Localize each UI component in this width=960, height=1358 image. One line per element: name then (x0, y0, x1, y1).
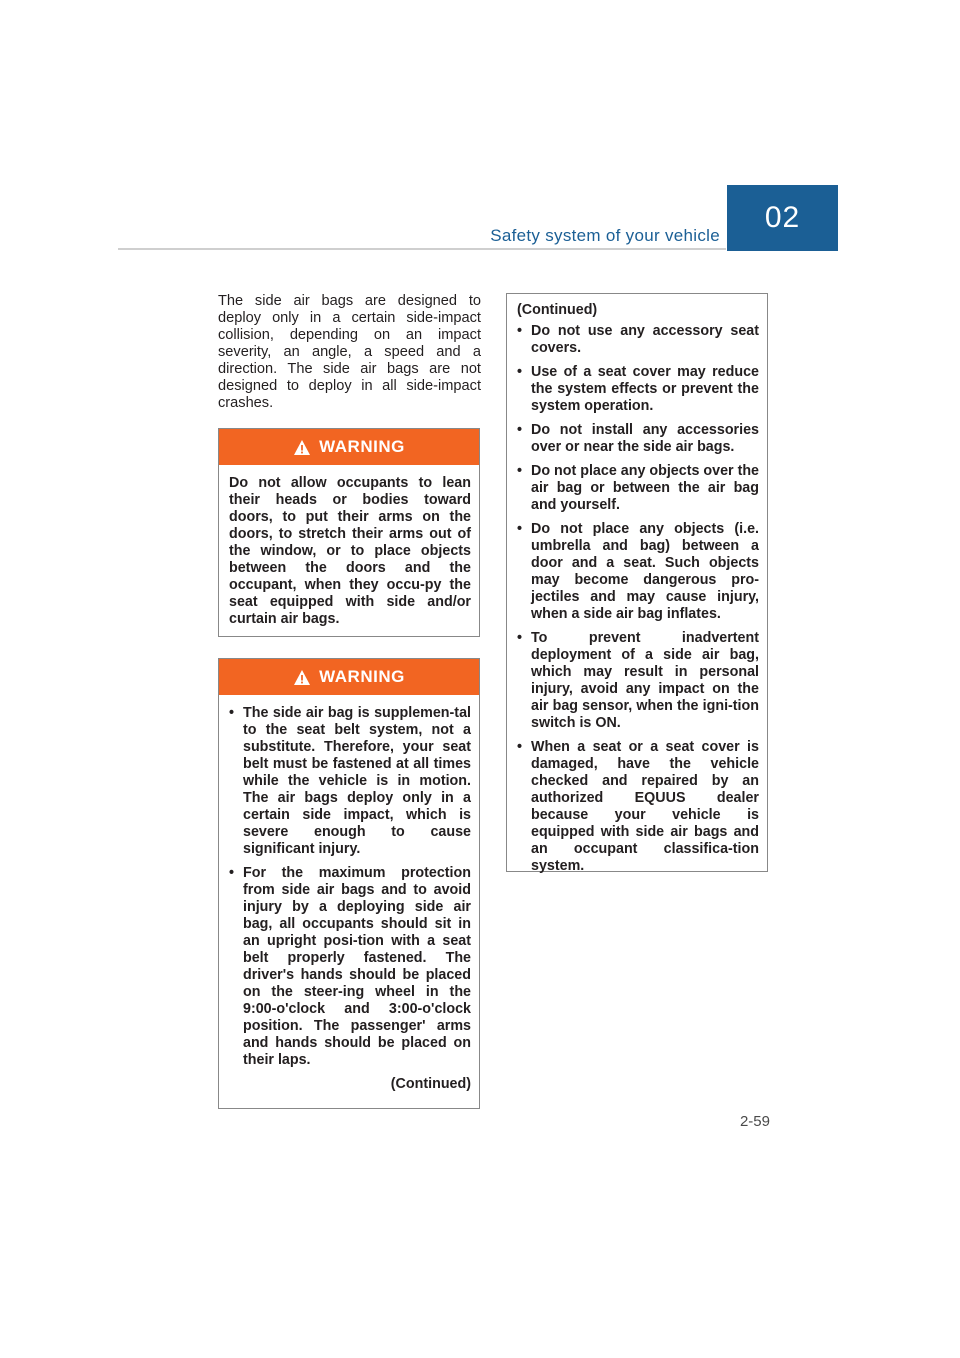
list-item: • Do not place any objects over the air bag or between the air bag and yourself. (517, 463, 759, 514)
continued-warning-box (506, 293, 768, 872)
list-item: • The side air bag is supplemen-tal to the seat belt system, not a substitute. Therefore, your seat belt must be fastened at all times while the vehicle is in motion. The air bags deploy only in a certain side impact, which is severe enough to cause significant injury. (229, 705, 471, 858)
intro-paragraph: The side air bags are designed to deploy only in a certain side-impact collision, depending on an impact severity, an angle, a speed and a direction. The side air bags are not designed to deploy in all side-impact crashes. (218, 293, 481, 411)
continued-list (517, 323, 759, 875)
warning-title: WARNING (319, 437, 405, 456)
list-item: • For the maximum protection from side air bags and to avoid injury by a deploying side air bag, all occupants should sit in an upright posi-tion with a seat belt properly fastened. The driver's hands should be placed on the steer-ing wheel in the 9:00-o'clock and 3:00-o'clock position. The passenger' arms and hands should be placed on their laps. (229, 865, 471, 1069)
list-item: • Do not place any objects (i.e. umbrella and bag) between a door and a seat. Such objects may become dangerous pro-jectiles and may cause injury, when a side air bag inflates. (517, 521, 759, 623)
warning-list (229, 705, 471, 1069)
list-item: • To prevent inadvertent deployment of a side air bag, which may result in personal injury, avoid any impact on the air bag sensor, when the igni-tion switch is ON. (517, 630, 759, 732)
warning-body (219, 695, 479, 1105)
page-number: 2-59 (739, 1113, 770, 1130)
list-item: • Do not install any accessories over or near the side air bags. (517, 422, 759, 456)
warning-triangle-icon (293, 669, 311, 686)
continued-label: (Continued) (390, 1076, 471, 1092)
warning-text: Do not allow occupants to lean their heads or bodies toward doors, to put their arms on the doors, to stretch their arms out of the window, or to place objects between the doors and the occupant, when they occu-py the seat equipped with side and/or curtain air bags. (229, 475, 471, 627)
continued-heading: (Continued) (517, 302, 598, 318)
warning-header (219, 659, 479, 695)
warning-triangle-icon (293, 439, 311, 456)
warning-title: WARNING (319, 667, 405, 686)
chapter-tab: 02 (727, 185, 838, 251)
warning-box-1 (218, 428, 480, 637)
list-item: • Do not use any accessory seat covers. (517, 323, 759, 357)
warning-header (219, 429, 479, 465)
list-item: • Use of a seat cover may reduce the system effects or prevent the system operation. (517, 364, 759, 415)
header-divider (118, 248, 726, 250)
warning-box-2 (218, 658, 480, 1109)
list-item: • When a seat or a seat cover is damaged, have the vehicle checked and repaired by an authorized EQUUS dealer because your vehicle is equipped with side air bags and an occupant classifica-tion system. (517, 739, 759, 875)
section-title: Safety system of your vehicle (490, 226, 720, 245)
